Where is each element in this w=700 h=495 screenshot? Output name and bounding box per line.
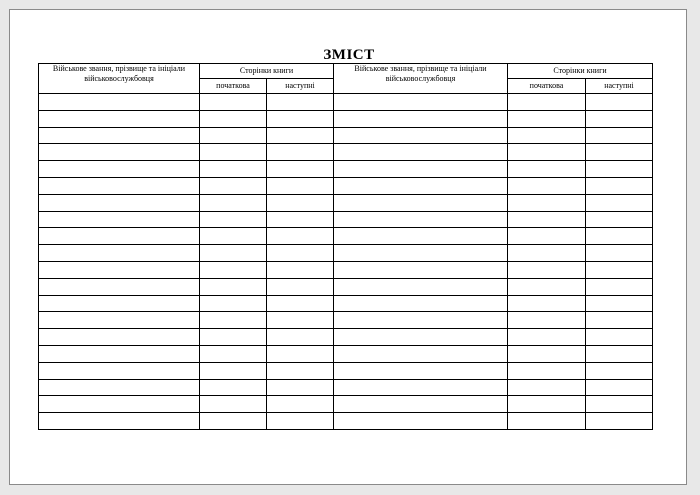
table-row bbox=[39, 127, 653, 144]
header-next-right: наступні bbox=[586, 79, 653, 94]
first-page-cell-left bbox=[200, 177, 267, 194]
name-cell-left bbox=[39, 413, 200, 430]
table-row bbox=[39, 345, 653, 362]
table-row bbox=[39, 144, 653, 161]
first-page-cell-left bbox=[200, 345, 267, 362]
name-cell-left bbox=[39, 228, 200, 245]
name-cell-right bbox=[334, 194, 508, 211]
name-cell-left bbox=[39, 396, 200, 413]
next-pages-cell-left bbox=[267, 379, 334, 396]
name-cell-left bbox=[39, 245, 200, 262]
next-pages-cell-left bbox=[267, 345, 334, 362]
first-page-cell-left bbox=[200, 127, 267, 144]
first-page-cell-left bbox=[200, 362, 267, 379]
first-page-cell-left bbox=[200, 94, 267, 111]
next-pages-cell-left bbox=[267, 110, 334, 127]
header-name-left: Військове звання, прізвище та ініціали військовослужбовця bbox=[39, 64, 200, 94]
table-row bbox=[39, 177, 653, 194]
first-page-cell-right bbox=[508, 295, 586, 312]
name-cell-right bbox=[334, 94, 508, 111]
name-cell-right bbox=[334, 261, 508, 278]
name-cell-right bbox=[334, 345, 508, 362]
header-pages-left: Сторінки книги bbox=[200, 64, 334, 79]
name-cell-right bbox=[334, 245, 508, 262]
name-cell-right bbox=[334, 329, 508, 346]
document-page bbox=[9, 9, 687, 485]
table-row bbox=[39, 194, 653, 211]
header-next-left: наступні bbox=[267, 79, 334, 94]
table-row bbox=[39, 379, 653, 396]
name-cell-left bbox=[39, 144, 200, 161]
next-pages-cell-left bbox=[267, 127, 334, 144]
first-page-cell-right bbox=[508, 94, 586, 111]
first-page-cell-right bbox=[508, 278, 586, 295]
next-pages-cell-right bbox=[586, 110, 653, 127]
next-pages-cell-left bbox=[267, 245, 334, 262]
name-cell-left bbox=[39, 161, 200, 178]
first-page-cell-left bbox=[200, 161, 267, 178]
first-page-cell-right bbox=[508, 261, 586, 278]
name-cell-right bbox=[334, 312, 508, 329]
first-page-cell-left bbox=[200, 194, 267, 211]
first-page-cell-left bbox=[200, 312, 267, 329]
first-page-cell-right bbox=[508, 396, 586, 413]
first-page-cell-right bbox=[508, 413, 586, 430]
next-pages-cell-left bbox=[267, 144, 334, 161]
first-page-cell-right bbox=[508, 228, 586, 245]
table-row bbox=[39, 295, 653, 312]
first-page-cell-right bbox=[508, 245, 586, 262]
name-cell-left bbox=[39, 177, 200, 194]
name-cell-right bbox=[334, 362, 508, 379]
name-cell-right bbox=[334, 396, 508, 413]
table-body bbox=[39, 94, 653, 430]
first-page-cell-left bbox=[200, 396, 267, 413]
next-pages-cell-right bbox=[586, 312, 653, 329]
first-page-cell-right bbox=[508, 312, 586, 329]
name-cell-right bbox=[334, 177, 508, 194]
first-page-cell-left bbox=[200, 245, 267, 262]
name-cell-left bbox=[39, 211, 200, 228]
next-pages-cell-left bbox=[267, 312, 334, 329]
table-row bbox=[39, 312, 653, 329]
name-cell-right bbox=[334, 278, 508, 295]
first-page-cell-left bbox=[200, 413, 267, 430]
name-cell-left bbox=[39, 278, 200, 295]
next-pages-cell-left bbox=[267, 94, 334, 111]
first-page-cell-right bbox=[508, 161, 586, 178]
first-page-cell-right bbox=[508, 379, 586, 396]
name-cell-right bbox=[334, 413, 508, 430]
name-cell-right bbox=[334, 211, 508, 228]
name-cell-left bbox=[39, 261, 200, 278]
next-pages-cell-left bbox=[267, 177, 334, 194]
first-page-cell-left bbox=[200, 278, 267, 295]
name-cell-right bbox=[334, 295, 508, 312]
name-cell-right bbox=[334, 127, 508, 144]
next-pages-cell-right bbox=[586, 245, 653, 262]
header-first-left: початкова bbox=[200, 79, 267, 94]
table-row bbox=[39, 362, 653, 379]
table-row bbox=[39, 396, 653, 413]
name-cell-right bbox=[334, 379, 508, 396]
table-row bbox=[39, 110, 653, 127]
first-page-cell-right bbox=[508, 194, 586, 211]
table-row bbox=[39, 413, 653, 430]
contents-table bbox=[38, 63, 653, 430]
table-row bbox=[39, 94, 653, 111]
next-pages-cell-right bbox=[586, 94, 653, 111]
first-page-cell-left bbox=[200, 261, 267, 278]
first-page-cell-right bbox=[508, 110, 586, 127]
name-cell-left bbox=[39, 329, 200, 346]
name-cell-right bbox=[334, 228, 508, 245]
next-pages-cell-left bbox=[267, 396, 334, 413]
table-row bbox=[39, 278, 653, 295]
name-cell-left bbox=[39, 94, 200, 111]
next-pages-cell-right bbox=[586, 396, 653, 413]
table-row bbox=[39, 245, 653, 262]
next-pages-cell-right bbox=[586, 278, 653, 295]
next-pages-cell-right bbox=[586, 261, 653, 278]
next-pages-cell-right bbox=[586, 228, 653, 245]
next-pages-cell-right bbox=[586, 413, 653, 430]
name-cell-left bbox=[39, 362, 200, 379]
next-pages-cell-right bbox=[586, 362, 653, 379]
first-page-cell-left bbox=[200, 379, 267, 396]
table-row bbox=[39, 329, 653, 346]
name-cell-left bbox=[39, 127, 200, 144]
table-row bbox=[39, 228, 653, 245]
next-pages-cell-right bbox=[586, 127, 653, 144]
next-pages-cell-right bbox=[586, 177, 653, 194]
name-cell-right bbox=[334, 161, 508, 178]
next-pages-cell-left bbox=[267, 413, 334, 430]
header-pages-right: Сторінки книги bbox=[508, 64, 653, 79]
next-pages-cell-right bbox=[586, 379, 653, 396]
first-page-cell-right bbox=[508, 127, 586, 144]
first-page-cell-left bbox=[200, 144, 267, 161]
next-pages-cell-right bbox=[586, 345, 653, 362]
name-cell-left bbox=[39, 110, 200, 127]
next-pages-cell-right bbox=[586, 329, 653, 346]
table-row bbox=[39, 211, 653, 228]
next-pages-cell-left bbox=[267, 211, 334, 228]
name-cell-right bbox=[334, 110, 508, 127]
name-cell-left bbox=[39, 194, 200, 211]
first-page-cell-right bbox=[508, 362, 586, 379]
first-page-cell-left bbox=[200, 295, 267, 312]
next-pages-cell-left bbox=[267, 278, 334, 295]
first-page-cell-right bbox=[508, 177, 586, 194]
next-pages-cell-left bbox=[267, 228, 334, 245]
next-pages-cell-left bbox=[267, 295, 334, 312]
next-pages-cell-right bbox=[586, 144, 653, 161]
header-name-right: Військове звання, прізвище та ініціали військовослужбовця bbox=[334, 64, 508, 94]
name-cell-left bbox=[39, 379, 200, 396]
next-pages-cell-left bbox=[267, 261, 334, 278]
table-row bbox=[39, 261, 653, 278]
name-cell-left bbox=[39, 312, 200, 329]
next-pages-cell-right bbox=[586, 194, 653, 211]
first-page-cell-right bbox=[508, 329, 586, 346]
next-pages-cell-right bbox=[586, 161, 653, 178]
first-page-cell-right bbox=[508, 144, 586, 161]
next-pages-cell-left bbox=[267, 362, 334, 379]
table-row bbox=[39, 161, 653, 178]
first-page-cell-left bbox=[200, 329, 267, 346]
page-title: ЗМІСТ bbox=[323, 47, 375, 63]
first-page-cell-left bbox=[200, 211, 267, 228]
next-pages-cell-left bbox=[267, 194, 334, 211]
name-cell-left bbox=[39, 295, 200, 312]
next-pages-cell-left bbox=[267, 161, 334, 178]
next-pages-cell-left bbox=[267, 329, 334, 346]
next-pages-cell-right bbox=[586, 295, 653, 312]
name-cell-left bbox=[39, 345, 200, 362]
name-cell-right bbox=[334, 144, 508, 161]
header-first-right: початкова bbox=[508, 79, 586, 94]
first-page-cell-right bbox=[508, 345, 586, 362]
first-page-cell-right bbox=[508, 211, 586, 228]
next-pages-cell-right bbox=[586, 211, 653, 228]
first-page-cell-left bbox=[200, 228, 267, 245]
first-page-cell-left bbox=[200, 110, 267, 127]
